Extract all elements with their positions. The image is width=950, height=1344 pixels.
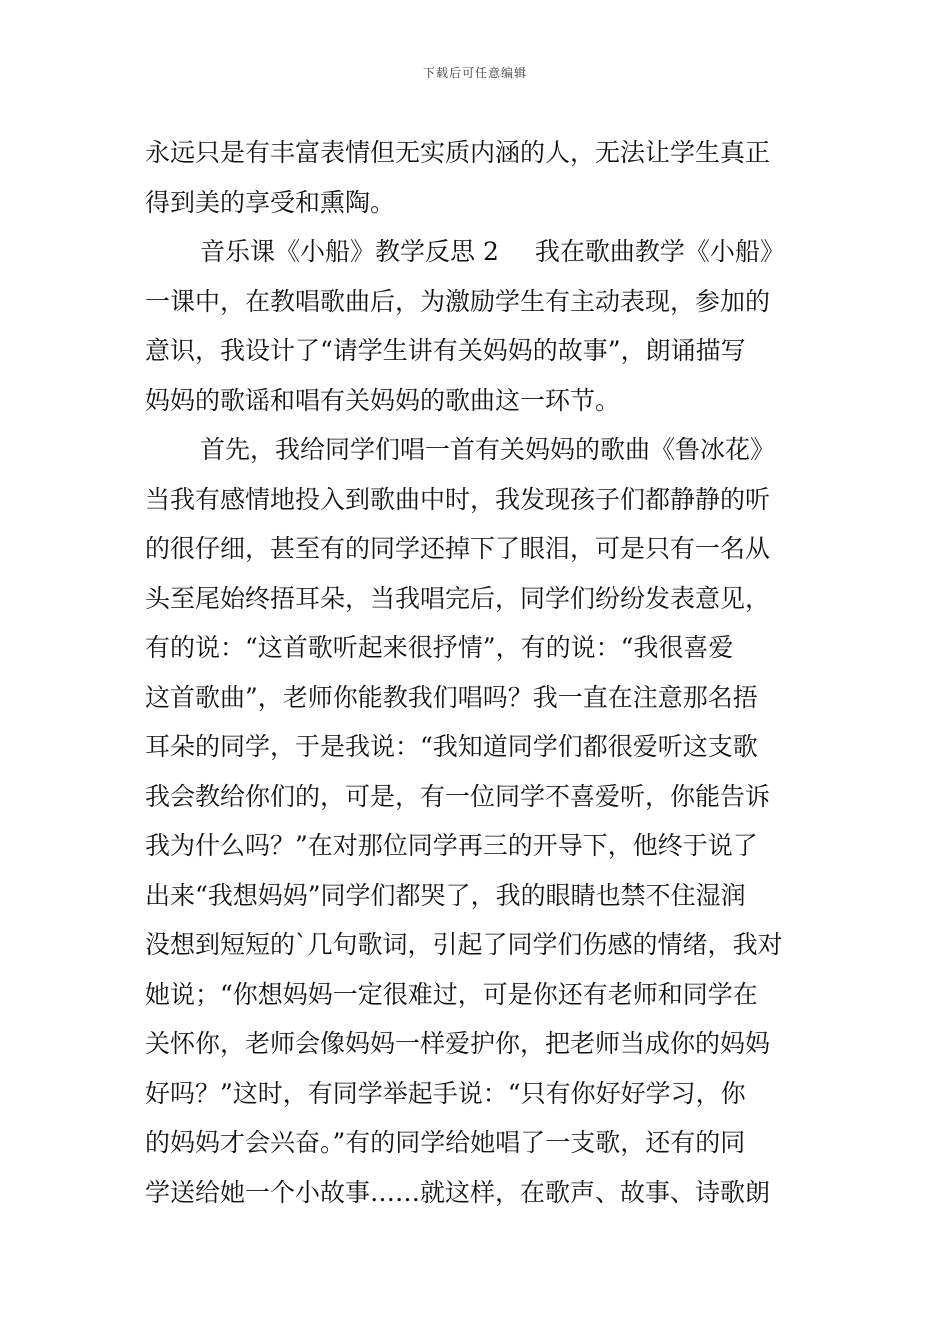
body-line: 关怀你，老师会像妈妈一样爱护你，把老师当成你的妈妈: [145, 1029, 771, 1058]
body-line: 当我有感情地投入到歌曲中时，我发现孩子们都静静的听: [145, 484, 771, 514]
body-line: 意识，我设计了“请学生讲有关妈妈的故事”，朗诵描写: [145, 336, 746, 365]
body-line: 耳朵的同学，于是我说：“我知道同学们都很爱听这支歌: [145, 732, 758, 761]
body-line: 好吗？”这时，有同学举起手说：“只有你好好学习，你: [145, 1078, 746, 1108]
document-body: [145, 128, 810, 1217]
body-line: 她说；“你想妈妈一定很难过，可是你还有老师和同学在: [145, 979, 758, 1009]
body-line: 没想到短短的`几句歌词，引起了同学们伤感的情绪，我对: [145, 930, 783, 959]
body-line: 首先，我给同学们唱一首有关妈妈的歌曲《鲁冰花》: [200, 435, 776, 464]
body-text: 我在歌曲教学《小船》: [534, 237, 785, 266]
body-line: 有的说：“这首歌听起来很抒情”，有的说：“我很喜爱: [145, 633, 734, 662]
page-header: 下载后可任意编辑: [422, 66, 527, 80]
body-line: 我会教给你们的，可是，有一位同学不喜爱听，你能告诉: [145, 781, 771, 811]
body-line: 这首歌曲”，老师你能教我们唱吗？我一直在注意那名捂: [145, 682, 758, 712]
body-line: 我为什么吗？”在对那位同学再三的开导下，他终于说了: [145, 831, 758, 860]
body-line: 的妈妈才会兴奋。”有的同学给她唱了一支歌，还有的同: [145, 1128, 746, 1157]
body-line: 的很仔细，甚至有的同学还掉下了眼泪，可是只有一名从: [145, 534, 771, 563]
section-heading: 音乐课《小船》教学反思 2: [200, 237, 499, 266]
body-line: 一课中，在教唱歌曲后，为激励学生有主动表现，参加的: [145, 286, 771, 316]
body-line: 妈妈的歌谣和唱有关妈妈的歌曲这一环节。: [145, 385, 621, 415]
body-line: 出来“我想妈妈”同学们都哭了，我的眼睛也禁不住湿润: [145, 880, 746, 910]
body-line: 永远只是有丰富表情但无实质内涵的人，无法让学生真正: [145, 138, 771, 167]
body-line: 头至尾始终捂耳朵，当我唱完后，同学们纷纷发表意见，: [145, 583, 771, 613]
section-heading-line: [145, 227, 810, 277]
body-line: 学送给她一个小故事……就这样，在歌声、故事、诗歌朗: [145, 1177, 771, 1207]
body-line: 得到美的享受和熏陶。: [145, 187, 396, 217]
